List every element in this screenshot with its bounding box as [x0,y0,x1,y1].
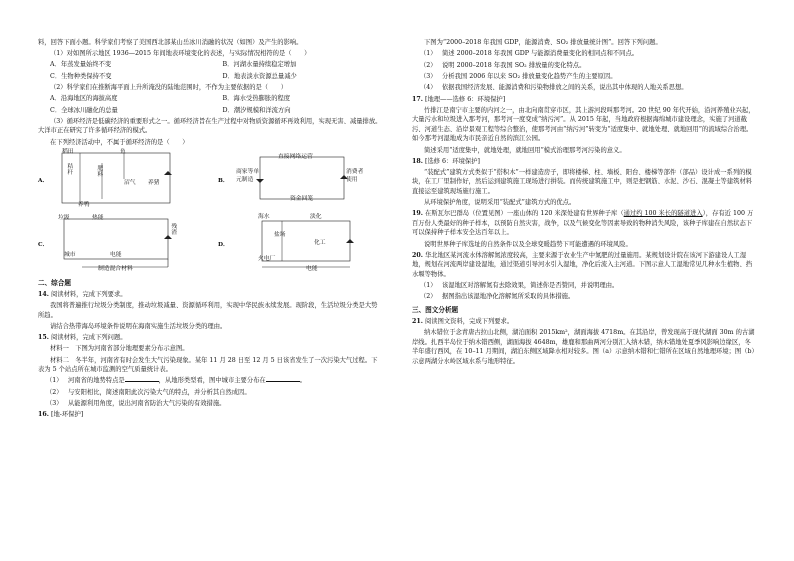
q15-sub-1-number: （1） [46,377,63,385]
diagram-c-letter: C． [38,242,49,249]
q19-number: 19. [412,210,423,218]
q2-option-b[interactable]: B．海水受热膨胀的程度 [222,95,291,103]
q14-title [38,290,383,300]
q1-option-c[interactable]: C．生物种类保持不变 [50,72,112,80]
section-2-heading: 二、综合题 [38,279,71,288]
diagram-b-node-funds: 资金回笼 [290,196,314,203]
q20-number: 20. [412,251,423,259]
q2-option-d[interactable]: D．潮汐规模和洋流方向 [222,106,291,114]
q15-sub-3-number: （3） [46,399,63,407]
q17-paragraph-2: 简述采用“适度集中，就地处理，就地回用”模式治理那考河污染的意义。 [424,146,626,154]
q15-sub-1 [38,376,383,386]
q3-stem: （3）循环经济是低碳经济的重要形式之一。循环经济旨在生产过程中对物质资源循环再效利用，实现无害、减量排放。大洋市正在研究了许多循环经济的模式。 [38,117,382,135]
diagram-a-node-duck: 养鸭 [78,202,90,209]
q17-title [412,95,757,105]
q20-sub-2 [412,292,757,302]
diagram-a-node-fish: 鱼 [120,149,126,156]
intro-text: 料，回答下面小题。科学家们考察了美国西北部某山岳冰川消融的状况（如图）及产生的影响。 [38,39,303,46]
q15-number: 15. [38,334,49,342]
q20-sub-2-text: 据图指出该湿地净化溶解氮所采取的具体措施。 [442,293,575,301]
diagram-d-node-chemical: 化工 [314,240,326,247]
diagram-b-node-network: 直接网络运营 [278,154,313,161]
section-3-heading: 三、图文分析题 [412,305,459,314]
q16-sub-4-text: 依据我国经济发展、能源消费和污染物排放之间的关系，说出其中体现的人地关系思想。 [442,84,688,92]
q16-sub-1 [412,49,757,59]
q21-paragraph-1: 纳木错位于念青唐古拉山北侧，湖泊面积 2015km²，湖面海拔 4718m。在其沿岸，曾发现高于现代湖面 30m 的古湖岸线。扎西半岛位于纳木错西侧，湖面海拔 4648m，雄鹿和那曲两河分别汇入纳木错，纳木错地处夏季风影响边缘区，冬半年盛行西风，在 10–11 月期间，湖泊东侧区域降水相对较多。图（a）示意纳木错和仁错所在区域自然地理环境；图（b）示意两湖分水岭区域水系与地形特征。 [412,329,755,365]
diagram-a-flow [52,149,192,209]
q15-title [38,333,383,343]
right-column [412,38,757,368]
q15-material-2: 材料二 冬半年，河南省有时会发生大气污染现象。某年 11 月 28 日至 12 月 5 日该省发生了一次污染大气过程。下表为 5 个站点所在城市监测的空气质量统计表。 [38,356,378,374]
q16-title [38,410,383,420]
diagram-d-node-electric: 电能 [306,266,318,273]
q15-material-1: 材料一 下图为河南省部分地理要素分布示意图。 [50,345,189,353]
diagram-a-node-pig: 养猪 [148,180,160,187]
diagram-b[interactable] [218,149,382,209]
q1-option-d[interactable]: D．地表淡水资源总量减少 [222,72,297,80]
q17-title-text: [地理——选修 6：环境保护] [424,95,506,103]
q16-sub-2-text: 说明 2000–2018 年我国 SO₂ 排放量的变化特点。 [442,61,586,69]
q2-option-a[interactable]: A．沿海地区的海拔高度 [50,95,118,103]
q2-stem: （2）科学家们在推断海平面上升所淹没的陆地范围时，不作为主要依据的是（ ） [50,84,287,92]
q19-text-a: 在斯瓦尔巴群岛（位置见图）一座山体的 120 米深处建有世界种子库（ [424,210,624,218]
q16-sub-1-text: 简述 2000–2018 年我国 GDP 与能源消费量变化的相同点和不同点。 [442,50,639,58]
q1-stem: （1）对如图所示地区 1936—2015 年间地表环境变化的表述，与实际情况相符的是（ ） [50,50,311,58]
diagram-d-node-seawater: 海水 [258,214,270,221]
diagram-a[interactable] [38,149,192,209]
q16-title-text: [地-环保护] [50,411,84,419]
diagram-c-node-city: 城市 [64,252,76,259]
diagram-c-node-residue: 残渣 [169,223,176,235]
q15-sub-1-text-c: 。 [299,377,307,385]
q18-number: 18. [412,157,423,165]
q18-paragraph-1: “装配式”建筑方式类似于“搭积木”一样建造房子，即将楼梯、柱、墙板、阳台、楼梯等部件（部品）设计成一系列的模块，在工厂里制作好，然后运到建筑施工现场进行拼装。而传统建筑施工中，则是把钢筋、水泥、沙石、混凝土等建筑材料直接运至建筑现场施行施工。 [412,168,753,196]
q17-paragraph-1: 竹排江是南宁市主要的内河之一，由北向南贯穿市区，其上游河段叫那考河。20 世纪 90 年代开始，沿河养殖业兴起，大量污水和垃圾进入那考河，那考河一度变成“纳污河”。从 2015 年起，当地政府根据海绵城市建设理念，实施了河道截污、河道生态、沿岸景观工程等综合整治，使那考河由“纳污河”转变为“适度集中、就地处理、就地回用”的流域综合治理。如今那考河湿地成为市民亲近自然的滨江公园。 [412,106,755,143]
q2-options-row1 [38,94,383,104]
answer-blank-1[interactable] [125,381,159,382]
q16-sub-4-number: （4） [420,84,437,92]
q16-sub-2-number: （2） [420,61,437,69]
q20-sub-1-number: （1） [420,282,437,290]
q2-options-row2 [38,106,383,116]
diagram-c-node-electric: 电能 [110,252,122,259]
q14-title-text: 阅读材料，完成下列要求。 [50,291,127,299]
q16-sub-4 [412,83,757,93]
q19-paragraph-1 [412,209,757,238]
q16-sub-3-text: 分析我国 2006 年以来 SO₂ 排放量变化趋势产生的主要原因。 [442,72,617,80]
q20-paragraph-1 [412,251,757,280]
left-column [38,38,383,422]
diagram-d-letter: D． [218,242,229,249]
q15-sub-2-number: （2） [46,388,63,396]
diagram-d-node-powerplant: 火电厂 [258,256,276,263]
q20-sub-1 [412,281,757,291]
diagram-a-node-fertilizer: 肥料 [95,165,102,177]
q16-intro: 下图为“2000–2018 年我国 GDP，能源消费、SO₂ 排放量统计图”。回答下列问题。 [424,39,662,46]
q15-sub-2-text: 与安阳相比，简述南阳此次污染大气的特点，并分析其自然成因。 [68,388,251,396]
diagram-a-node-straw: 秸秆 [65,163,72,175]
q14-paragraph-1: 我国将普遍推行垃圾分类制度，推动垃圾减量、资源循环利用，实现中华民族永续发展。现阶段，生活垃圾分类是大势所趋。 [38,302,378,319]
q21-title-text: 阅读图文资料，完成下列要求。 [424,318,514,325]
q15-title-text: 阅读材料，完成下列问题。 [50,334,127,342]
diagram-d[interactable] [218,213,382,273]
q19-text-underlined: 通过约 100 米长的隧道进入 [623,210,703,218]
q20-text: 华北地区某河流水体溶解氮浓度较高，主要来源于农业生产中氮肥的过量施用。某规划设计院在该河下游建设人工湿地，规划在河流两岸建设湿地，通过渠道引导河水引入湿地，净化后流入主河道。下图示意人工湿地常见几种水生植物、挡水堰等物体。 [412,251,753,278]
q1-options-row1 [38,60,383,70]
q16-sub-3 [412,72,757,82]
q16-sub-1-number: （1） [420,50,437,58]
q18-paragraph-2: 从环境保护角度，说明采用“装配式”建筑方式的优点。 [424,199,576,207]
diagram-d-node-saltfield: 盐场 [274,232,286,239]
diagram-b-node-merchant: 商家等单元制造 [236,169,260,183]
diagram-d-node-desalination: 淡化 [310,214,322,221]
q3-subquestion: 在下列经济活动中，不属于循环经济的是（ ） [50,138,189,146]
diagram-c-node-heat: 热能 [92,215,104,222]
q16-sub-2 [412,61,757,71]
q2-option-c[interactable]: C．全球冰川融化的总量 [50,106,118,114]
diagram-b-letter: B． [218,178,229,185]
q19-paragraph-2: 说明世界种子库选址的自然条件以及全球变暖趋势下可能遭遇的环境风险。 [424,240,632,248]
q1-options-row2 [38,72,383,82]
q15-sub-1-text-a: 河南省的地势特点是 [68,377,125,385]
q17-number: 17. [412,95,423,103]
diagram-d-flow [232,213,382,273]
diagram-a-letter: A． [38,178,49,185]
q1-option-a[interactable]: A．年蒸发量始终不变 [50,61,112,69]
q18-title [412,157,757,167]
q20-sub-1-text: 该湿地区对溶解氮有去除效果，简述你是否赞同，并说明理由。 [442,282,619,290]
q16-sub-3-number: （3） [420,72,437,80]
q15-sub-3 [38,399,383,409]
diagram-c-node-material: 制造混合材料 [98,266,133,273]
q14-number: 14. [38,291,49,299]
cycle-diagrams [38,149,383,275]
diagram-a-node-rice: 稻田 [62,149,74,156]
q18-title-text: [选修 6：环境保护] [424,157,480,165]
q21-title [412,317,757,327]
q15-sub-2 [38,388,383,398]
diagram-c[interactable] [38,213,192,273]
q21-number: 21. [412,318,423,325]
diagram-b-node-consumer: 消费者使用 [346,169,364,183]
diagram-a-node-biogas: 沼气 [124,180,136,187]
diagram-c-node-garbage: 垃圾 [58,215,70,222]
q15-sub-3-text: 从能源利用角度，说出河南省防治大气污染的有效措施。 [68,399,226,407]
q15-sub-1-text-b: ，从地形类型看，图中城市主要分布在 [158,377,266,385]
q1-option-b[interactable]: B．河湖水量持续稳定增加 [222,61,297,69]
answer-blank-2[interactable] [266,381,300,382]
q19-text-b: ），存有近 100 万百万份人类最好的种子样本，以预防自然灾害，战争，以及气候变化等因素导致的物种消失风险，该种子库建在自然状态下可以保持种子样本安全达百年以上。 [412,210,754,237]
q20-sub-2-number: （2） [420,293,437,301]
q16-number: 16. [38,411,49,419]
q14-paragraph-2: 请结合热带海岛环境条件说明在海南实施生活垃圾分类的理由。 [50,323,227,331]
